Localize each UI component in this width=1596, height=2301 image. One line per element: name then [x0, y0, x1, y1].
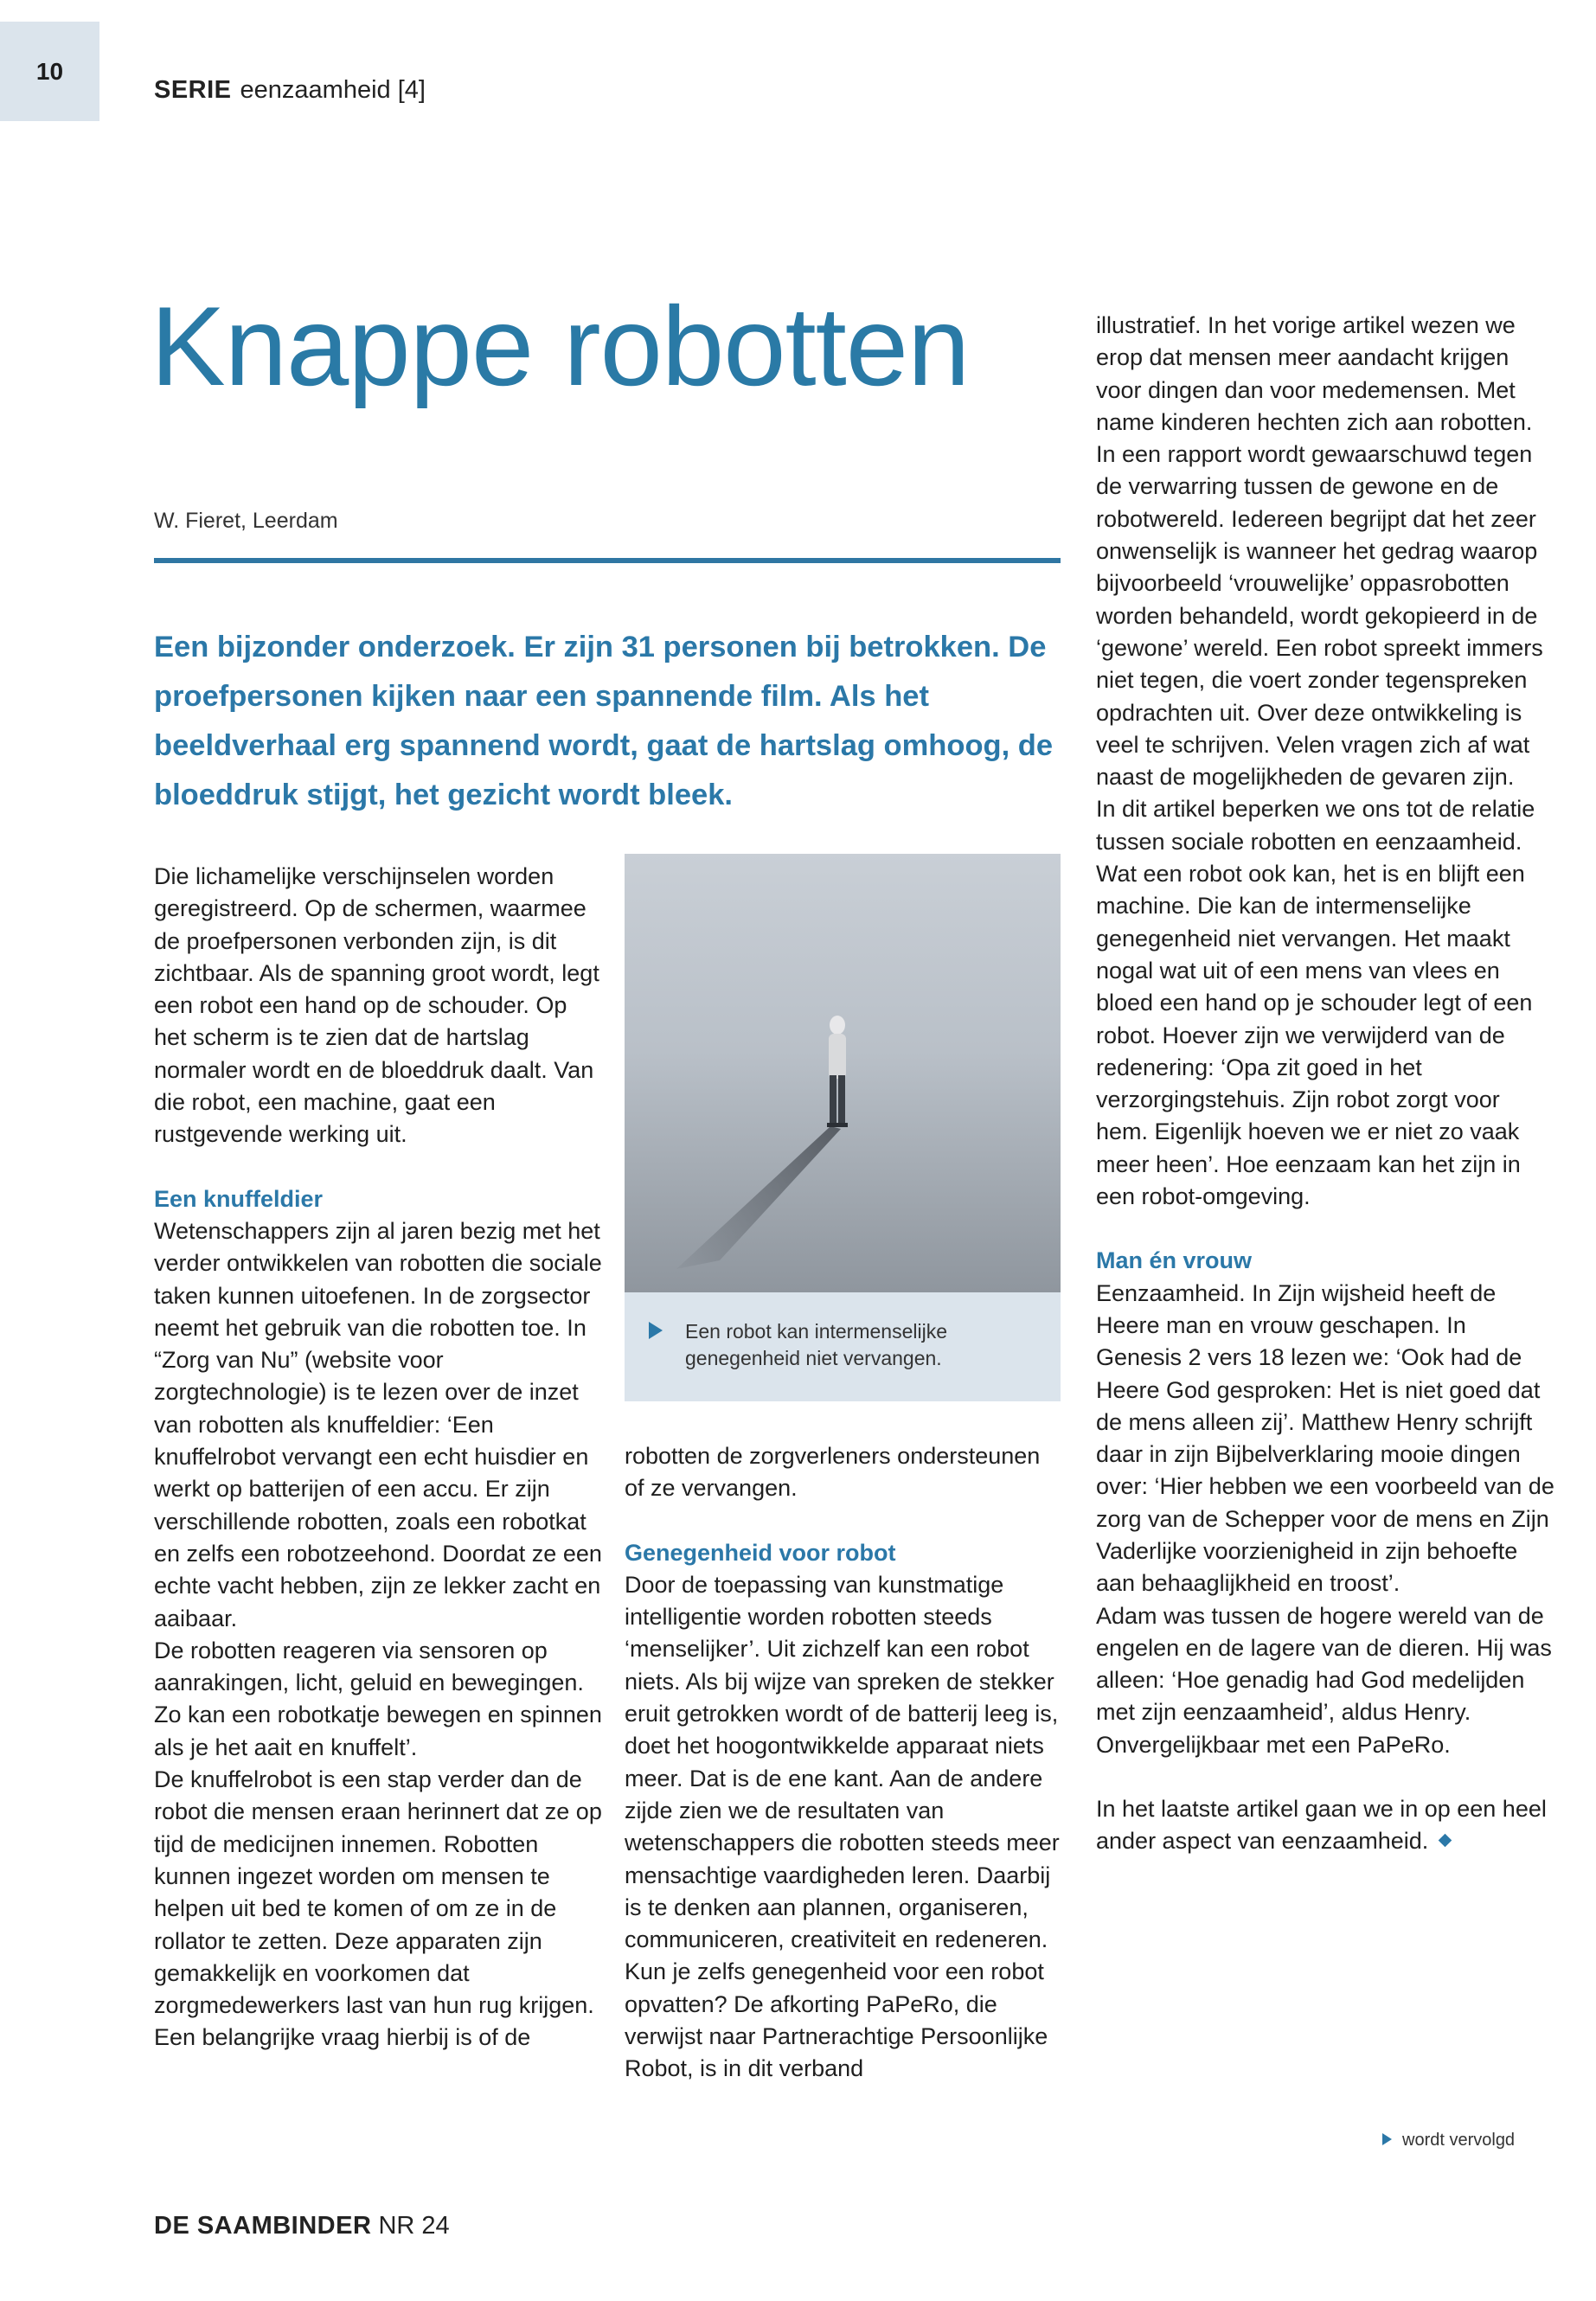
lonely-figure-image	[625, 854, 1061, 1292]
paragraph: Door de toepassing van kunstmatige intelligentie worden robotten steeds ‘menselijker’. Uit zichzelf kan een robot niets. Als bij wijze van spreken de stekker eruit getrokken wordt of de batterij leeg is, doet het hoogontwikkelde apparaat niets meer. Dat is de ene kant. Aan de andere zijde zien we de resultaten van wetenschappers die robotten steeds meer mensachtige vaardigheden leren. Daarbij is te denken aan plannen, organiseren, communiceren, creativiteit en redeneren.	[625, 1571, 1060, 1953]
subheading-knuffeldier: Een knuffeldier	[154, 1185, 324, 1212]
end-mark-icon	[1439, 1833, 1452, 1847]
series-topic: eenzaamheid [4]	[240, 76, 426, 104]
subheading-man-en-vrouw: Man én vrouw	[1096, 1247, 1253, 1274]
text-column-1	[154, 861, 604, 2054]
paragraph: Eenzaamheid. In Zijn wijsheid heeft de Heere man en vrouw geschapen. In Genesis 2 vers 18 lezen we: ‘Ook had de Heere God gesproken: Het is niet goed dat de mens alleen zij’. Matthew Henry schrijft daar in zijn Bijbelverklaring mooie dingen over: ‘Hier hebben we een voorbeeld van de zorg van de Schepper voor de mens en Zijn Vaderlijke voorzienigheid in zijn behoefte aan behaaglijkheid en troost’.	[1096, 1279, 1554, 1597]
series-header	[154, 76, 426, 105]
paragraph: De robotten reageren via sensoren op aanrakingen, licht, geluid en bewegingen. Zo kan een robotkatje bewegen en spinnen als je het aait en knuffelt’.	[154, 1637, 602, 1760]
article-photo	[625, 854, 1061, 1292]
paragraph: In dit artikel beperken we ons tot de relatie tussen sociale robotten en eenzaamheid. Wat een robot ook kan, het is en blijft een machine. Die kan de intermenselijke genegenheid niet vervangen. Het maakt nogal wat uit of een mens van vlees en bloed een hand op je schouder legt of een robot. Hoever zijn we verwijderd van de redenering: ‘Opa zit goed in het verzorgingstehuis. Zijn robot zorgt voor hem. Eigenlijk hoeven we er niet zo vaak meer heen’. Hoe eenzaam kan het zijn in een robot-omgeving.	[1096, 796, 1535, 1210]
photo-caption	[625, 1292, 1061, 1401]
paragraph: Die lichamelijke verschijnselen worden geregistreerd. Op de schermen, waarmee de proefpersonen verbonden zijn, is dit zichtbaar. Als de spanning groot wordt, legt een robot een hand op de schouder. Op het scherm is te zien dat de hartslag normaler wordt en de bloeddruk daalt. Van die robot, een machine, gaat een rustgevende werking uit.	[154, 863, 599, 1148]
page-number: 10	[0, 22, 99, 121]
continued-arrow-icon	[1382, 2133, 1392, 2145]
text-column-2	[625, 1440, 1066, 2086]
paragraph: Adam was tussen de hogere wereld van de engelen en de lagere van de dieren. Hij was alleen: ‘Hoe genadig had God medelijden met zijn eenzaamheid’, aldus Henry. Onvergelijkbaar met een PaPeRo.	[1096, 1602, 1552, 1758]
subheading-genegenheid: Genegenheid voor robot	[625, 1539, 896, 1566]
continued-note	[1382, 2131, 1515, 2150]
paragraph: Kun je zelfs genegenheid voor een robot opvatten? De afkorting PaPeRo, die verwijst naar Partnerachtige Persoonlijke Robot, is in dit verband	[625, 1958, 1048, 2082]
paragraph: De knuffelrobot is een stap verder dan de robot die mensen eraan herinnert dat ze op tijd de medicijnen innemen. Robotten kunnen ingezet worden om mensen te helpen uit bed te komen of om ze in de rollator te zetten. Deze apparaten zijn gemakkelijk en voorkomen dat zorgmedewerkers last van hun rug krijgen. Een belangrijke vraag hierbij is of de	[154, 1766, 602, 2051]
title-divider	[154, 558, 1061, 563]
caption-arrow-icon	[649, 1322, 663, 1339]
page-footer	[154, 2212, 450, 2240]
caption-text: Een robot kan intermenselijke genegenheid niet vervangen.	[685, 1320, 947, 1369]
closing-text: In het laatste artikel gaan we in op een heel ander aspect van eenzaamheid.	[1096, 1796, 1547, 1855]
paragraph: illustratief. In het vorige artikel wezen we erop dat mensen meer aandacht krijgen voor dingen dan voor medemensen. Met name kinderen hechten zich aan robotten. In een rapport wordt gewaarschuwd tegen de verwarring tussen de gewone en de robotwereld. Iedereen begrijpt dat het zeer onwenselijk is wanneer het gedrag waarop bijvoorbeeld ‘vrouwelijke’ oppasrobotten worden behandeld, wordt gekopieerd in de ‘gewone’ wereld. Een robot spreekt immers niet tegen, die voert zonder tegenspreken opdrachten uit. Over deze ontwikkeling is veel te schrijven. Velen vragen zich af wat naast de mogelijkheden de gevaren zijn.	[1096, 312, 1543, 791]
article-title: Knappe robotten	[151, 283, 970, 409]
issue-number: NR 24	[378, 2212, 450, 2240]
magazine-name: DE SAAMBINDER	[154, 2212, 372, 2240]
continued-text: wordt vervolgd	[1402, 2131, 1516, 2150]
article-lead: Een bijzonder onderzoek. Er zijn 31 personen bij betrokken. De proefpersonen kijken naar een spannende film. Als het beeldverhaal erg spannend wordt, gaat de hartslag omhoog, de bloeddruk stijgt, het gezicht wordt bleek.	[154, 631, 1054, 811]
paragraph: Wetenschappers zijn al jaren bezig met het verder ontwikkelen van robotten die sociale taken kunnen uitoefenen. In de zorgsector neemt het gebruik van die robotten toe. In “Zorg van Nu” (website voor zorgtechnologie) is te lezen over de inzet van robotten als knuffeldier: ‘Een knuffelrobot vervangt een echt huisdier en werkt op batterijen of een accu. Er zijn verschillende robotten, zoals een robotkat en zelfs een robotzeehond. Doordat ze een echte vacht hebben, zijn ze lekker zacht en aaibaar.	[154, 1217, 602, 1631]
paragraph: robotten de zorgverleners ondersteunen of ze vervangen.	[625, 1443, 1041, 1502]
closing-paragraph	[1096, 1793, 1554, 1858]
text-column-3	[1096, 310, 1554, 1858]
series-label: SERIE	[154, 76, 232, 104]
article-author: W. Fieret, Leerdam	[154, 509, 338, 533]
